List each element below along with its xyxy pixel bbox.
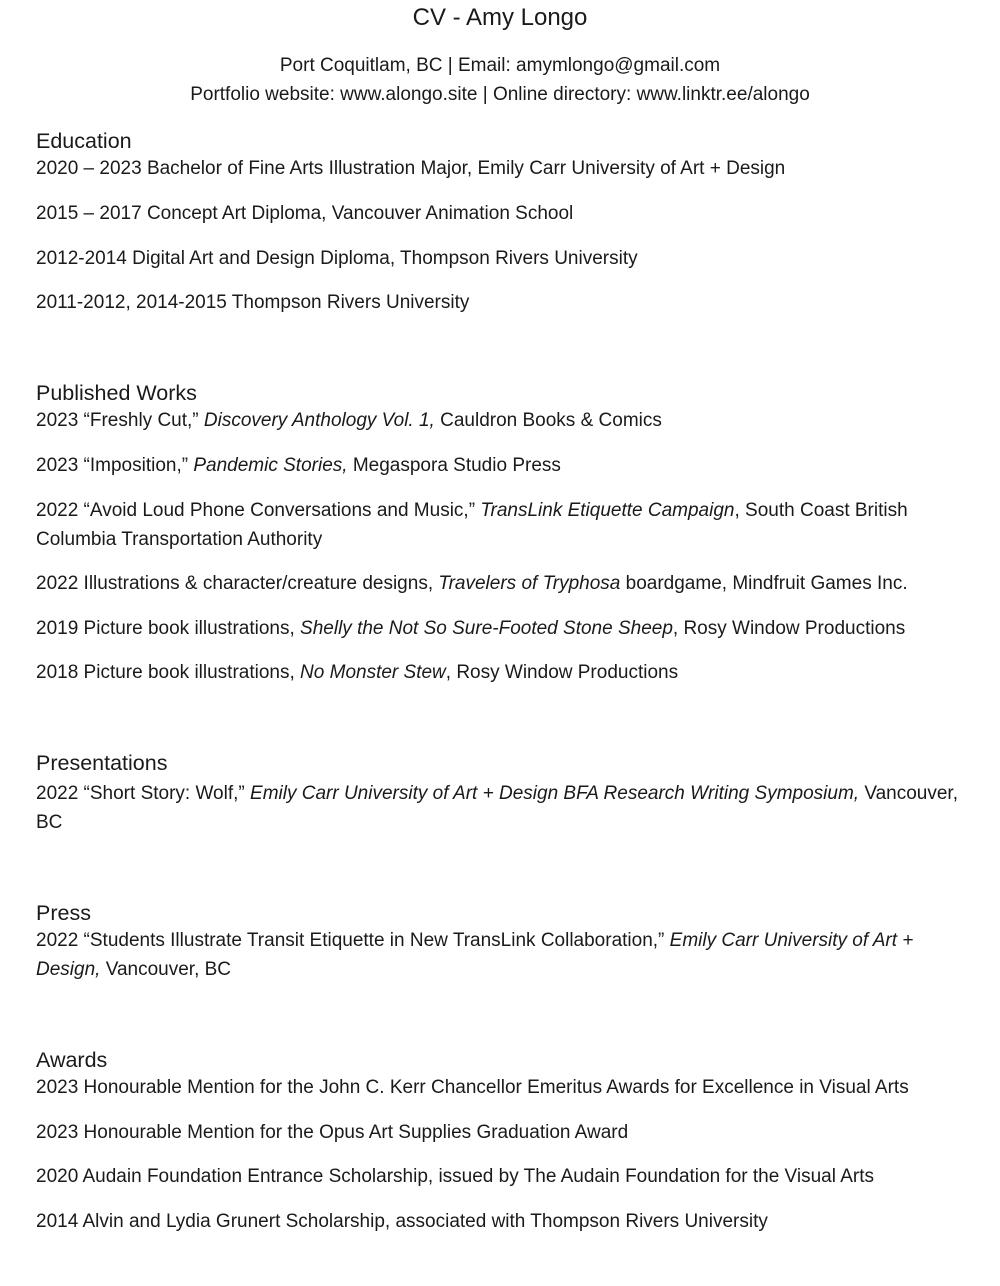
published-item: 2023 “Freshly Cut,” Discovery Anthology Vol. 1, Cauldron Books & Comics <box>36 410 662 431</box>
section-heading-awards: Awards <box>36 1048 108 1072</box>
published-item: 2019 Picture book illustrations, Shelly the Not So Sure-Footed Stone Sheep, Rosy Window Productions <box>36 618 906 639</box>
published-item: 2023 “Imposition,” Pandemic Stories, Megaspora Studio Press <box>36 455 561 476</box>
published-item: 2018 Picture book illustrations, No Monster Stew, Rosy Window Productions <box>36 662 679 683</box>
education-item: 2015 – 2017 Concept Art Diploma, Vancouver Animation School <box>36 203 574 224</box>
education-item: 2020 – 2023 Bachelor of Fine Arts Illustration Major, Emily Carr University of Art + Design <box>36 158 786 179</box>
section-heading-press: Press <box>36 901 91 925</box>
press-item: 2022 “Students Illustrate Transit Etiquette in New TransLink Collaboration,” Emily Carr University of Art + Design, Vancouver, BC <box>36 930 914 980</box>
education-item: 2011-2012, 2014-2015 Thompson Rivers University <box>36 292 470 313</box>
page-title: CV - Amy Longo <box>412 4 588 31</box>
award-item: 2014 Alvin and Lydia Grunert Scholarship, associated with Thompson Rivers University <box>36 1211 768 1232</box>
award-item: 2023 Honourable Mention for the John C. Kerr Chancellor Emeritus Awards for Excellence in Visual Arts <box>36 1077 909 1098</box>
section-heading-education: Education <box>36 129 132 153</box>
published-item: 2022 “Avoid Loud Phone Conversations and Music,” TransLink Etiquette Campaign, South Coast British Columbia Transportation Authority <box>36 500 908 550</box>
published-item: 2022 Illustrations & character/creature designs, Travelers of Tryphosa boardgame, Mindfruit Games Inc. <box>36 573 908 594</box>
contact-line: Port Coquitlam, BC | Email: amymlongo@gmail.com <box>279 55 721 76</box>
award-item: 2020 Audain Foundation Entrance Scholarship, issued by The Audain Foundation for the Visual Arts <box>36 1166 874 1187</box>
education-item: 2012-2014 Digital Art and Design Diploma, Thompson Rivers University <box>36 248 638 269</box>
section-heading-published-works: Published Works <box>36 381 197 405</box>
presentation-item: 2022 “Short Story: Wolf,” Emily Carr University of Art + Design BFA Research Writing Symposium, Vancouver, BC <box>36 783 958 833</box>
award-item: 2023 Honourable Mention for the Opus Art Supplies Graduation Award <box>36 1122 629 1143</box>
section-heading-presentations: Presentations <box>36 751 168 775</box>
links-line: Portfolio website: www.alongo.site | Online directory: www.linktr.ee/alongo <box>190 84 810 105</box>
